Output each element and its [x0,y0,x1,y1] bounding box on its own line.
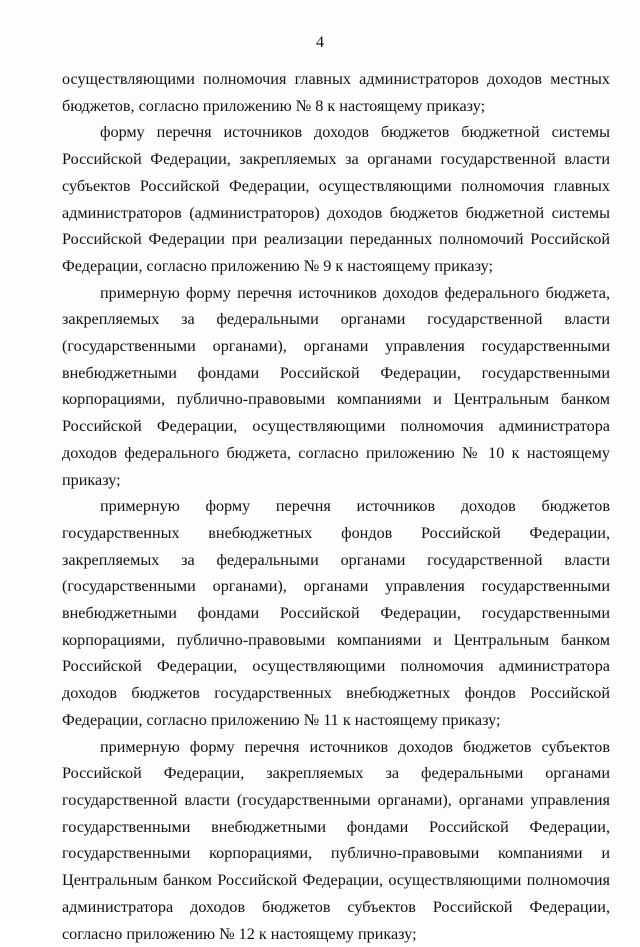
document-body [62,66,610,947]
paragraph: примерную форму перечня источников доходов бюджетов субъектов Российской Федерации, закрепляемых за федеральными органами государственной власти (государственными органами), органами управления государственными внебюджетными фондами Российской Федерации, государственными корпорациями, публично-правовыми компаниями и Центральным банком Российской Федерации, осуществляющими полномочия администратора доходов бюджетов субъектов Российской Федерации, согласно приложению № 12 к настоящему приказу; [62,737,610,943]
paragraph: форму перечня источников доходов бюджетов бюджетной системы Российской Федерации, закрепляемых за органами государственной власти субъектов Российской Федерации, осуществляющими полномочия главных администраторов (администраторов) доходов бюджетов бюджетной системы Российской Федерации при реализации переданных полномочий Российской Федерации, согласно приложению № 9 к настоящему приказу; [62,123,610,275]
paragraph: осуществляющими полномочия главных администраторов доходов местных бюджетов, согласно приложению № 8 к настоящему приказу; [62,70,610,115]
page-number: 4 [316,34,324,51]
paragraph: примерную форму перечня источников доходов бюджетов государственных внебюджетных фондов Российской Федерации, закрепляемых за федеральными органами государственной власти (государственными органами), органами управления государственными внебюджетными фондами Российской Федерации, государственными корпорациями, публично-правовыми компаниями и Центральным банком Российской Федерации, осуществляющими полномочия администратора доходов бюджетов государственных внебюджетных фондов Российской Федерации, согласно приложению № 11 к настоящему приказу; [62,497,610,729]
paragraph: примерную форму перечня источников доходов федерального бюджета, закрепляемых за федеральными органами государственной власти (государственными органами), органами управления государственными внебюджетными фондами Российской Федерации, государственными корпорациями, публично-правовыми компаниями и Центральным банком Российской Федерации, осуществляющими полномочия администратора доходов федерального бюджета, согласно приложению № 10 к настоящему приказу; [62,283,610,489]
